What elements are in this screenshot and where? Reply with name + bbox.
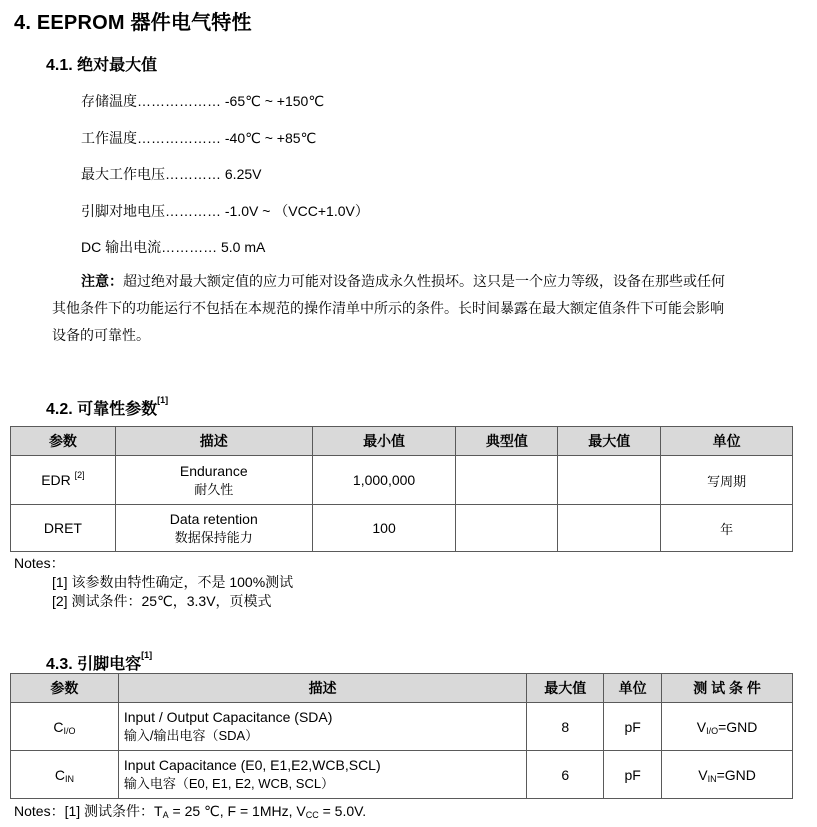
abs-max-item-max-voltage: 最大工作电压………… 6.25V [81, 166, 262, 182]
capacitance-table [10, 673, 793, 799]
reliability-heading-ref: [1] [157, 395, 169, 405]
desc-cn: 输入电容（E0, E1, E2, WCB, SCL） [123, 776, 335, 791]
col-header-min: 最小值 [312, 427, 456, 456]
reliability-heading [46, 396, 168, 419]
cond-rest: =GND [716, 766, 756, 783]
col-header-desc: 描述 [115, 427, 312, 456]
abs-max-item-operating-temp: 工作温度……………… -40℃ ~ +85℃ [81, 130, 317, 146]
desc-cell [115, 505, 312, 552]
abs-max-item-dc-output-current: DC 输出电流………… 5.0 mA [81, 239, 266, 255]
max-cell: 6 [527, 751, 604, 799]
table-row [11, 703, 793, 751]
capacitance-notes [14, 801, 366, 821]
cond-main: V [698, 766, 708, 783]
col-header-condition: 测 试 条 件 [662, 674, 793, 703]
reliability-notes-label: Notes： [14, 555, 65, 571]
notes-mid: = 25 ℃, F = 1MHz, V [168, 803, 306, 819]
typ-cell [456, 505, 558, 552]
desc-cell [118, 751, 526, 799]
param-cell [11, 456, 116, 505]
cond-main: V [696, 718, 707, 735]
reliability-heading-text: 4.2. 可靠性参数 [46, 401, 158, 418]
reliability-header-row [11, 427, 793, 456]
col-header-max: 最大值 [527, 674, 604, 703]
param-cell: DRET [11, 505, 116, 552]
col-header-typ: 典型值 [456, 427, 558, 456]
min-cell: 100 [312, 505, 456, 552]
note-line-3: 设备的可靠性。 [52, 327, 150, 343]
desc-cn: 数据保持能力 [174, 529, 253, 545]
col-header-unit: 单位 [604, 674, 662, 703]
capacitance-heading-ref: [1] [141, 650, 153, 660]
table-row [11, 751, 793, 799]
max-cell [558, 456, 661, 505]
cond-sub: I/O [706, 725, 719, 736]
unit-cell: pF [604, 703, 662, 751]
capacitance-heading-text: 4.3. 引脚电容 [46, 656, 142, 673]
param-main: C [54, 766, 65, 783]
notes-ta-sub: A [162, 810, 169, 820]
capacitance-heading [46, 651, 152, 674]
reliability-note-1: [1] 该参数由特性确定，不是 100%测试 [52, 574, 294, 590]
condition-cell [662, 751, 793, 799]
desc-en: Data retention [169, 510, 258, 527]
col-header-param: 参数 [11, 674, 119, 703]
section-title: 4. EEPROM 器件电气特性 [14, 12, 252, 34]
desc-cn: 输入/输出电容（SDA） [123, 728, 259, 743]
col-header-desc: 描述 [118, 674, 526, 703]
min-cell: 1,000,000 [312, 456, 456, 505]
col-header-max: 最大值 [558, 427, 661, 456]
capacitance-header-row [11, 674, 793, 703]
col-header-unit: 单位 [661, 427, 793, 456]
param-sub: IN [64, 773, 74, 784]
col-header-param: 参数 [11, 427, 116, 456]
abs-max-heading: 4.1. 绝对最大值 [46, 57, 158, 74]
desc-en: Input / Output Capacitance (SDA) [123, 709, 333, 725]
desc-en: Endurance [179, 462, 248, 479]
desc-cn: 耐久性 [194, 481, 234, 497]
param-ref: [2] [74, 470, 85, 480]
unit-cell: 写周期 [661, 456, 793, 505]
table-row [11, 456, 793, 505]
abs-max-note [52, 268, 792, 349]
desc-en: Input Capacitance (E0, E1,E2,WCB,SCL) [123, 757, 381, 773]
param-cell [11, 751, 119, 799]
typ-cell [456, 456, 558, 505]
max-cell: 8 [527, 703, 604, 751]
condition-cell [662, 703, 793, 751]
abs-max-item-pin-voltage: 引脚对地电压………… -1.0V ~ （VCC+1.0V） [81, 203, 369, 219]
param-text: EDR [41, 472, 71, 488]
cond-sub: IN [707, 773, 717, 784]
param-main: C [53, 718, 64, 735]
reliability-note-2: [2] 测试条件：25℃，3.3V，页模式 [52, 593, 272, 609]
note-label: 注意： [81, 273, 123, 289]
cond-rest: =GND [718, 718, 758, 735]
unit-cell: 年 [661, 505, 793, 552]
desc-cell [118, 703, 526, 751]
notes-end: = 5.0V. [318, 803, 367, 819]
desc-cell [115, 456, 312, 505]
abs-max-item-storage-temp: 存储温度……………… -65℃ ~ +150℃ [81, 93, 325, 109]
param-sub: I/O [63, 725, 76, 736]
note-line-1: 超过绝对最大额定值的应力可能对设备造成永久性损坏。这只是一个应力等级，设备在那些或任何 [123, 273, 725, 289]
notes-vcc-sub: CC [305, 810, 319, 820]
notes-prefix: Notes：[1] 测试条件：T [14, 803, 163, 819]
note-line-2: 其他条件下的功能运行不包括在本规范的操作清单中所示的条件。长时间暴露在最大额定值条件下可能会影响 [52, 300, 724, 316]
reliability-table [10, 426, 793, 552]
max-cell [558, 505, 661, 552]
table-row [11, 505, 793, 552]
unit-cell: pF [604, 751, 662, 799]
param-cell [11, 703, 119, 751]
